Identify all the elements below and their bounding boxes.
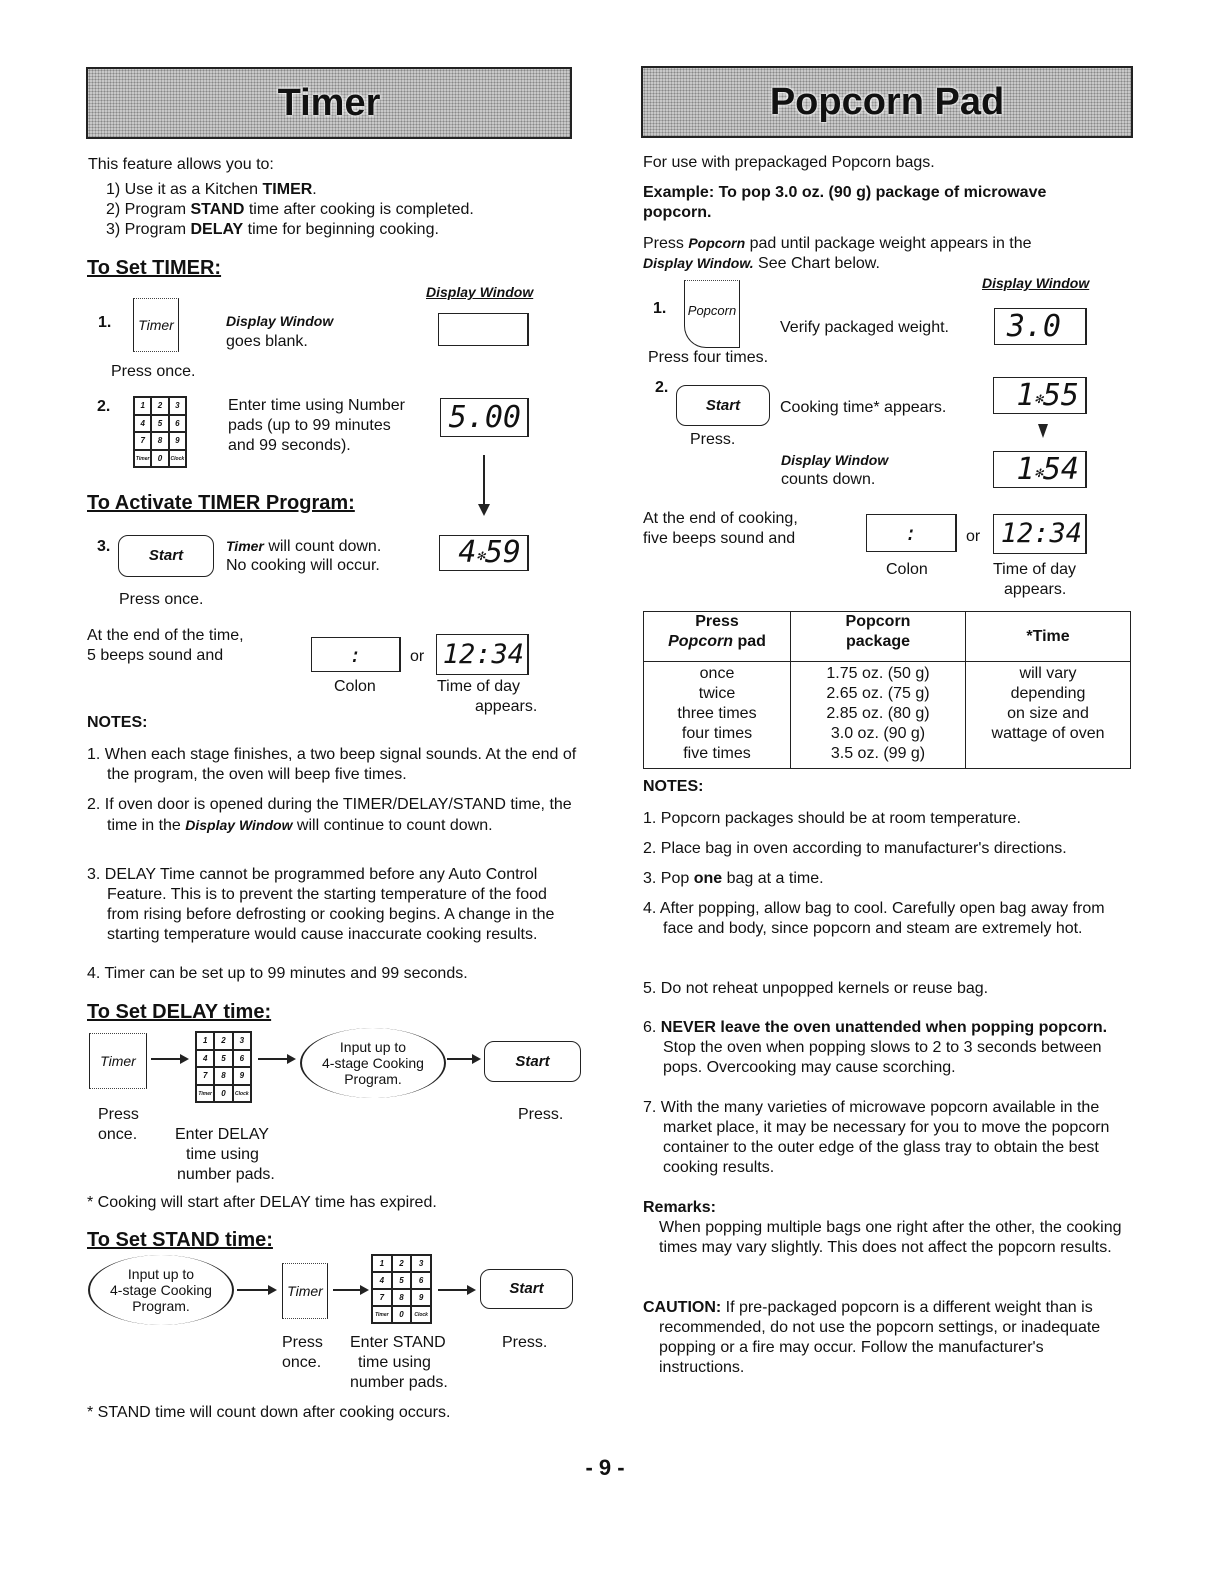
text: Press once. [119,591,204,608]
text: 6. [643,1019,661,1036]
text: four times [681,725,753,742]
text: No cooking will occur. [226,557,380,574]
key: 5 [151,415,168,433]
key: 8 [392,1289,412,1306]
text: counts down. [781,471,876,488]
key: 9 [233,1067,251,1085]
table-cell [966,662,1131,769]
number-keypad [371,1254,432,1324]
note: 2. Place bag in oven according to manufacturer's directions. [643,840,1067,857]
text: pads (up to 99 minutes [228,417,391,434]
notes-heading: NOTES: [87,714,148,731]
arrow-icon [333,1289,367,1291]
key: 1 [134,397,151,415]
text: DELAY [190,221,244,238]
text [226,536,381,557]
time-display: 12:34 [436,634,529,675]
text: Press. [502,1334,548,1351]
text: depending [1010,685,1086,702]
section-heading: To Set STAND time: [87,1229,273,1251]
text: Display Window. [643,255,754,271]
timer-key: Timer [89,1033,147,1089]
text: Popcorn [688,235,746,251]
key: 7 [372,1289,392,1306]
example-text: Example: To pop 3.0 oz. (90 g) package of microwave [643,184,1047,201]
text [643,253,880,274]
text: 4-stage Cooking [322,1055,424,1071]
key: 3 [233,1032,251,1050]
text: will continue to count down. [292,817,493,834]
key: Clock [169,450,186,468]
key: 7 [134,432,151,450]
text: 1) Use it as a Kitchen [106,181,263,198]
text: 2.65 oz. (75 g) [826,685,930,702]
text: pad until package weight appears in the [745,235,1032,252]
use-item [106,200,474,220]
note: 4. Timer can be set up to 99 minutes and 99 seconds. [87,965,468,982]
text: Stop the oven when popping slows to 2 to 3 seconds between pops. Overcooking may cause scorching. [663,1039,1102,1076]
popcorn-key: Popcorn [684,280,740,348]
text: Cooking time* appears. [780,399,947,416]
text: 3. Pop [643,870,694,887]
arrow-icon [151,1058,187,1060]
key: 6 [169,415,186,433]
arrow-icon [237,1289,275,1291]
table-cell [791,662,966,769]
digit: 55 [1042,377,1079,413]
text: or [410,648,425,665]
timer-key: Timer [282,1263,328,1319]
note [87,795,577,836]
key: 9 [411,1289,431,1306]
text: number pads. [350,1374,448,1391]
text: Press once. [111,363,196,380]
note [643,869,1143,889]
column-header [791,612,966,662]
display-blank [438,313,529,346]
step-number: 1. [653,300,667,317]
text: Press four times. [648,349,769,366]
text: 1.75 oz. (50 g) [826,665,930,682]
text: pad [733,633,766,650]
start-key: Start [676,385,770,426]
display-window [439,535,529,571]
down-arrow-icon [483,455,485,510]
text: once [699,665,735,682]
key: 6 [411,1272,431,1289]
text: Press [98,1106,139,1123]
display-window-label: Display Window [426,284,534,300]
text: package [845,633,911,650]
key: 0 [151,450,168,468]
timer-header [86,67,572,139]
text: Program. [132,1298,190,1314]
text: 2) Program [106,201,191,218]
note: 1. Popcorn packages should be at room temperature. [643,810,1021,827]
colon-display: : [311,637,401,672]
key: 8 [151,432,168,450]
key: 1 [372,1255,392,1272]
text: Display Window [781,452,889,468]
note: 5. Do not reheat unpopped kernels or reuse bag. [643,980,989,997]
text: one [693,870,723,887]
step-number: 3. [97,538,111,555]
key: Clock [411,1306,431,1323]
star-icon: ✻ [1034,391,1043,407]
text: time using [186,1146,259,1163]
example-text: popcorn. [643,204,712,221]
text [643,233,1032,254]
note: 3. DELAY Time cannot be programmed before any Auto Control Feature. This is to prevent the starting temperature of the food from rising before defrosting or cooking begins. A change in the starting temperature would cause inaccurate cooking results. [87,866,555,943]
display-window [993,377,1087,414]
key: 4 [134,415,151,433]
key: 3 [411,1255,431,1272]
timer-key: Timer [133,298,179,352]
caution [643,1298,1129,1378]
text: five times [683,745,751,762]
step-number: 2. [97,398,111,415]
key: 5 [392,1272,412,1289]
text: At the end of cooking, [643,510,798,527]
text: Input up to [127,1266,195,1282]
start-key: Start [118,535,214,577]
text: Popcorn [668,633,733,650]
text: TIMER [262,181,313,198]
column-header [644,612,791,662]
key: 1 [196,1032,214,1050]
text: 2.85 oz. (80 g) [826,705,930,722]
text: STAND [190,201,245,218]
table-cell [644,662,791,769]
text: Display Window [226,313,334,329]
text: goes blank. [226,333,308,350]
text: once. [282,1354,322,1371]
text: number pads. [177,1166,275,1183]
text: time after cooking is completed. [244,201,474,218]
text: Press [643,235,689,252]
arrow-icon [438,1289,474,1291]
table-header-row [644,612,1131,662]
key: 2 [214,1032,232,1050]
text: will vary [1019,665,1077,682]
page-number: - 9 - [585,1455,625,1480]
key: 2 [392,1255,412,1272]
text: . [312,181,317,198]
text: See Chart below. [753,255,880,272]
text: Press. [690,431,736,448]
popcorn-title: Popcorn Pad [769,81,1005,123]
digit: 1 [1016,377,1035,413]
note: 4. After popping, allow bag to cool. Carefully open bag away from face and body, since popcorn and steam are extremely hot. [643,900,1105,937]
popcorn-table [643,611,1131,769]
section-heading: To Set TIMER: [87,257,222,279]
text: appears. [1004,581,1067,598]
number-keypad [133,396,187,468]
down-arrow-icon [1038,424,1048,438]
section-heading: To Set DELAY time: [87,1001,272,1023]
display-window: 5.00 [440,398,529,437]
text: appears. [475,698,538,715]
arrow-icon [258,1058,294,1060]
text: Colon [334,678,376,695]
key: 6 [233,1050,251,1068]
section-heading: To Activate TIMER Program: [87,492,355,514]
remarks-label: Remarks: [643,1199,716,1216]
key: 3 [169,397,186,415]
step-number: 1. [98,314,112,331]
footnote: * Cooking will start after DELAY time has expired. [87,1194,437,1211]
text: For use with prepackaged Popcorn bags. [643,154,935,171]
key: Timer [196,1085,214,1103]
text: 3.5 oz. (99 g) [830,745,926,762]
text: time for beginning cooking. [243,221,439,238]
key: 9 [169,432,186,450]
column-header: *Time [966,612,1131,662]
number-keypad [195,1031,252,1103]
digit: 1 [1016,451,1035,487]
star-icon: ✻ [1034,465,1043,481]
intro-text: This feature allows you to: [88,156,274,173]
text: Time of day [993,561,1076,578]
key: 0 [214,1085,232,1103]
digit: 54 [1042,451,1079,487]
use-item [106,180,317,200]
text: Enter STAND [350,1334,446,1351]
text: once. [98,1126,138,1143]
use-item [106,220,439,240]
display-window: 3.0 [994,308,1087,345]
text: will count down. [263,538,382,555]
note [643,1018,1123,1078]
text: Press. [518,1106,564,1123]
arrow-head-icon [478,504,490,516]
text: Colon [886,561,928,578]
text: Input up to [339,1039,407,1055]
start-key: Start [484,1041,581,1082]
text: time using [358,1354,431,1371]
text: and 99 seconds). [228,437,351,454]
text: twice [698,685,736,702]
text: three times [677,705,757,722]
note: 7. With the many varieties of microwave popcorn available in the market place, it may be necessary for you to move the popcorn container to the outer edge of the glass tray to obtain the best cooking results. [643,1099,1110,1176]
text: Enter DELAY [175,1126,269,1143]
text: NEVER leave the oven unattended when popping popcorn. [660,1019,1108,1036]
star-icon: ✻ [476,548,485,564]
timer-title: Timer [277,82,381,124]
key: 8 [214,1067,232,1085]
text: or [966,528,981,545]
text: Enter time using Number [228,397,405,414]
text: 3.0 oz. (90 g) [830,725,926,742]
remarks-text: When popping multiple bags one right after the other, the cooking times may vary slightly. This does not affect the popcorn results. [659,1219,1122,1256]
text: 3) Program [106,221,191,238]
key: Clock [233,1085,251,1103]
footnote: * STAND time will count down after cooking occurs. [87,1404,451,1421]
stage-program-group [300,1028,446,1098]
text: 2. If oven door is opened during the TIMER/DELAY/STAND time, the time in the [87,796,572,834]
text: Press [695,613,739,630]
start-key: Start [480,1269,573,1309]
text: bag at a time. [722,870,824,887]
colon-display: : [866,514,957,552]
text: on size and [1007,705,1089,722]
text: If pre-packaged popcorn is a different weight than is recommended, do not use the popcorn settings, or inadequate popping or a fire may occur. Follow the manufacturer's instructions. [659,1299,1101,1376]
text: Timer [226,538,264,554]
display-window-label: Display Window [982,275,1090,291]
text: Program. [344,1071,402,1087]
stage-program-group [88,1255,234,1325]
time-display: 12:34 [993,514,1087,554]
display-window [993,451,1087,488]
key: Timer [134,450,151,468]
text: wattage of oven [991,725,1105,742]
caution-label: CAUTION: [643,1299,722,1316]
text: five beeps sound and [643,530,796,547]
key: 4 [196,1050,214,1068]
key: 5 [214,1050,232,1068]
arrow-icon [447,1058,479,1060]
key: 2 [151,397,168,415]
step-number: 2. [655,379,669,396]
key: Timer [372,1306,392,1323]
notes-heading: NOTES: [643,778,704,795]
text: Press [282,1334,323,1351]
text: Popcorn [845,613,911,630]
note: 1. When each stage finishes, a two beep signal sounds. At the end of the program, the oven will beep five times. [87,746,577,783]
key: 0 [392,1306,412,1323]
digit: 4 [458,535,477,570]
table-row [644,662,1131,769]
key: 7 [196,1067,214,1085]
text: 4-stage Cooking [110,1282,212,1298]
key: 4 [372,1272,392,1289]
text: Verify packaged weight. [780,319,949,336]
text: Display Window [185,817,293,833]
popcorn-header [641,66,1133,138]
text: At the end of the time, [87,627,244,644]
text: 5 beeps sound and [87,647,224,664]
text: Time of day [437,678,520,695]
digit: 59 [484,535,521,570]
